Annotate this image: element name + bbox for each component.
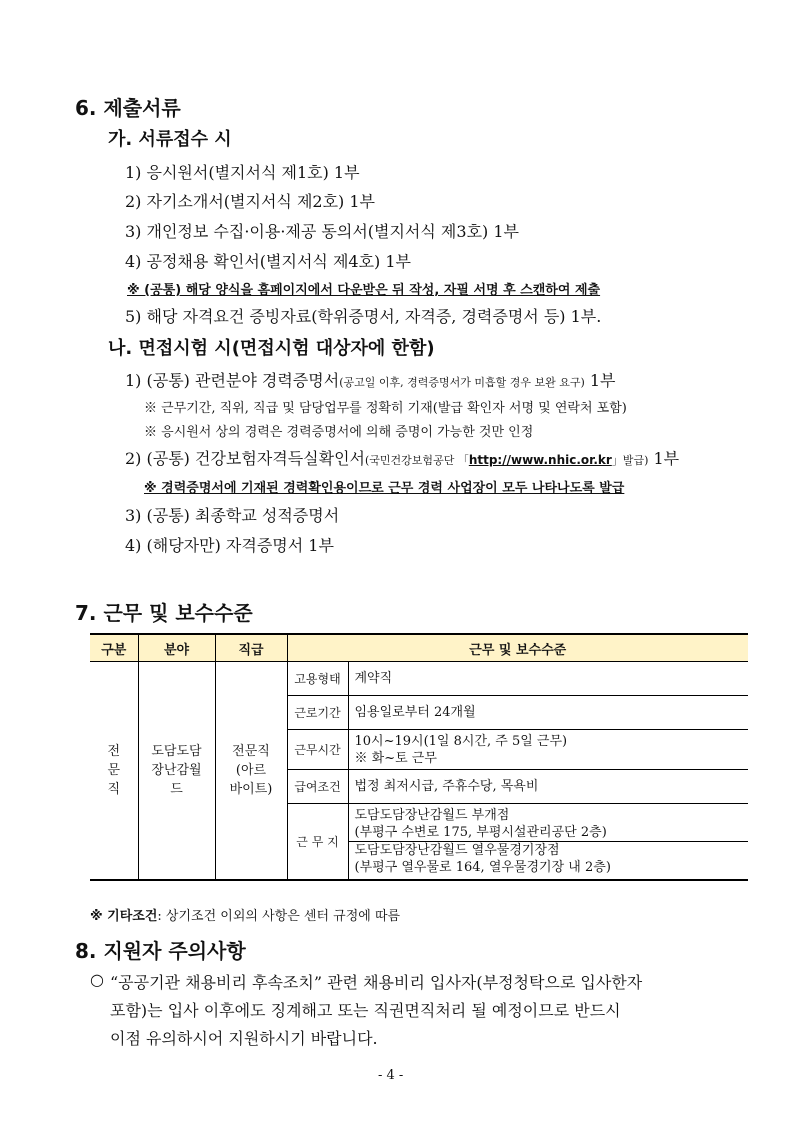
item-quantity: 1부 (589, 371, 616, 390)
table-row (90, 662, 748, 696)
condition-label: 근무시간 (287, 730, 348, 770)
list-item (125, 368, 616, 391)
item-subnote: (공고일 이후, 경력증명서가 미흡할 경우 보완 요구) (339, 376, 585, 389)
field-cell (138, 662, 215, 880)
section8-title: 8. 지원자 주의사항 (75, 939, 246, 963)
page-number: - 4 - (378, 1068, 404, 1083)
section6-sub-b-title: 나. 면접시험 시(면접시험 대상자에 한함) (108, 338, 435, 359)
list-item: 1) 응시원서(별지서식 제1호) 1부 (125, 163, 360, 182)
list-item: 4) (해당자만) 자격증명서 1부 (125, 536, 334, 555)
category-cell (90, 662, 138, 880)
nhic-link[interactable]: http://www.nhic.or.kr (468, 453, 612, 467)
header-field: 분야 (138, 634, 215, 662)
item-text: 1) (공통) 관련분야 경력증명서 (125, 371, 340, 390)
section6-title: 6. 제출서류 (75, 96, 181, 120)
condition-value: 법정 최저시급, 주휴수당, 목욕비 (348, 770, 748, 804)
bullet-icon: ○ (90, 970, 104, 989)
category-text: 전 문 직 (107, 743, 121, 797)
rank-cell (215, 662, 287, 880)
item-subnote-pre: (국민건강보험공단 「 (365, 454, 469, 467)
issue-note: ※ 경력증명서에 기재된 경력확인용이므로 근무 경력 사업장이 모두 나타나도록 발급 (144, 481, 625, 496)
notice-line: 이점 유의하시어 지원하시기 바랍니다. (110, 1029, 378, 1048)
section6-sub-a-title: 가. 서류접수 시 (108, 129, 232, 150)
field-text: 도담도담 장난감월 드 (151, 743, 202, 797)
workplace-name: 도담도담장난감월드 부개점 (354, 807, 510, 823)
rank-text: 전문직 (아르 바이트) (229, 743, 273, 797)
workplace-cell (348, 804, 748, 880)
other-conditions (90, 905, 400, 924)
condition-value: 임용일로부터 24개월 (348, 696, 748, 730)
list-item: 5) 해당 자격요건 증빙자료(학위증명서, 자격증, 경력증명서 등) 1부. (125, 307, 602, 326)
condition-label: 급여조건 (287, 770, 348, 804)
condition-label: 근로기간 (287, 696, 348, 730)
other-conditions-label: ※ 기타조건 (90, 909, 158, 924)
header-category: 구분 (90, 634, 138, 662)
condition-label: 고용형태 (287, 662, 348, 696)
workplace-address: (부평구 수변로 175, 부평시설관리공단 2층) (354, 824, 607, 840)
condition-value: 10시~19시(1일 8시간, 주 5일 근무) ※ 화~토 근무 (348, 730, 748, 770)
header-rank: 직급 (215, 634, 287, 662)
list-item (125, 446, 679, 469)
table-header-row (90, 634, 748, 662)
item-text: 2) (공통) 건강보험자격득실확인서 (125, 449, 366, 468)
item-quantity: 1부 (653, 449, 680, 468)
pay-table (90, 633, 748, 881)
workplace-name: 도담도담장난감월드 열우물경기장점 (354, 842, 560, 858)
download-note: ※ (공통) 해당 양식을 홈페이지에서 다운받은 뒤 작성, 자필 서명 후 스캔하여 제출 (127, 283, 601, 298)
header-conditions: 근무 및 보수수준 (287, 634, 748, 662)
list-item: 3) (공통) 최종학교 성적증명서 (125, 506, 340, 525)
condition-label: 근 무 지 (287, 804, 348, 880)
workplace-address: (부평구 열우물로 164, 열우물경기장 내 2층) (354, 859, 611, 875)
other-conditions-text: : 상기조건 이외의 사항은 센터 규정에 따름 (157, 909, 401, 924)
list-item: 3) 개인정보 수집·이용·제공 동의서(별지서식 제3호) 1부 (125, 222, 519, 241)
notice-line: 포함)는 입사 이후에도 징계해고 또는 직권면직처리 될 예정이므로 반드시 (110, 1001, 621, 1020)
list-item: 4) 공정채용 확인서(별지서식 제4호) 1부 (125, 252, 411, 271)
section7-title: 7. 근무 및 보수수준 (75, 601, 253, 625)
list-item: 2) 자기소개서(별지서식 제2호) 1부 (125, 192, 375, 211)
workplace-divider (349, 841, 749, 876)
condition-value: 계약직 (348, 662, 748, 696)
note: ※ 응시원서 상의 경력은 경력증명서에 의해 증명이 가능한 것만 인정 (144, 425, 534, 440)
item-subnote-post: 」발급) (611, 454, 649, 467)
notice-line: “공공기관 채용비리 후속조치” 관련 채용비리 입사자(부정청탁으로 입사한자 (110, 973, 643, 992)
note: ※ 근무기간, 직위, 직급 및 담당업무를 정확히 기재(발급 확인자 서명 및 연락처 포함) (144, 401, 627, 416)
